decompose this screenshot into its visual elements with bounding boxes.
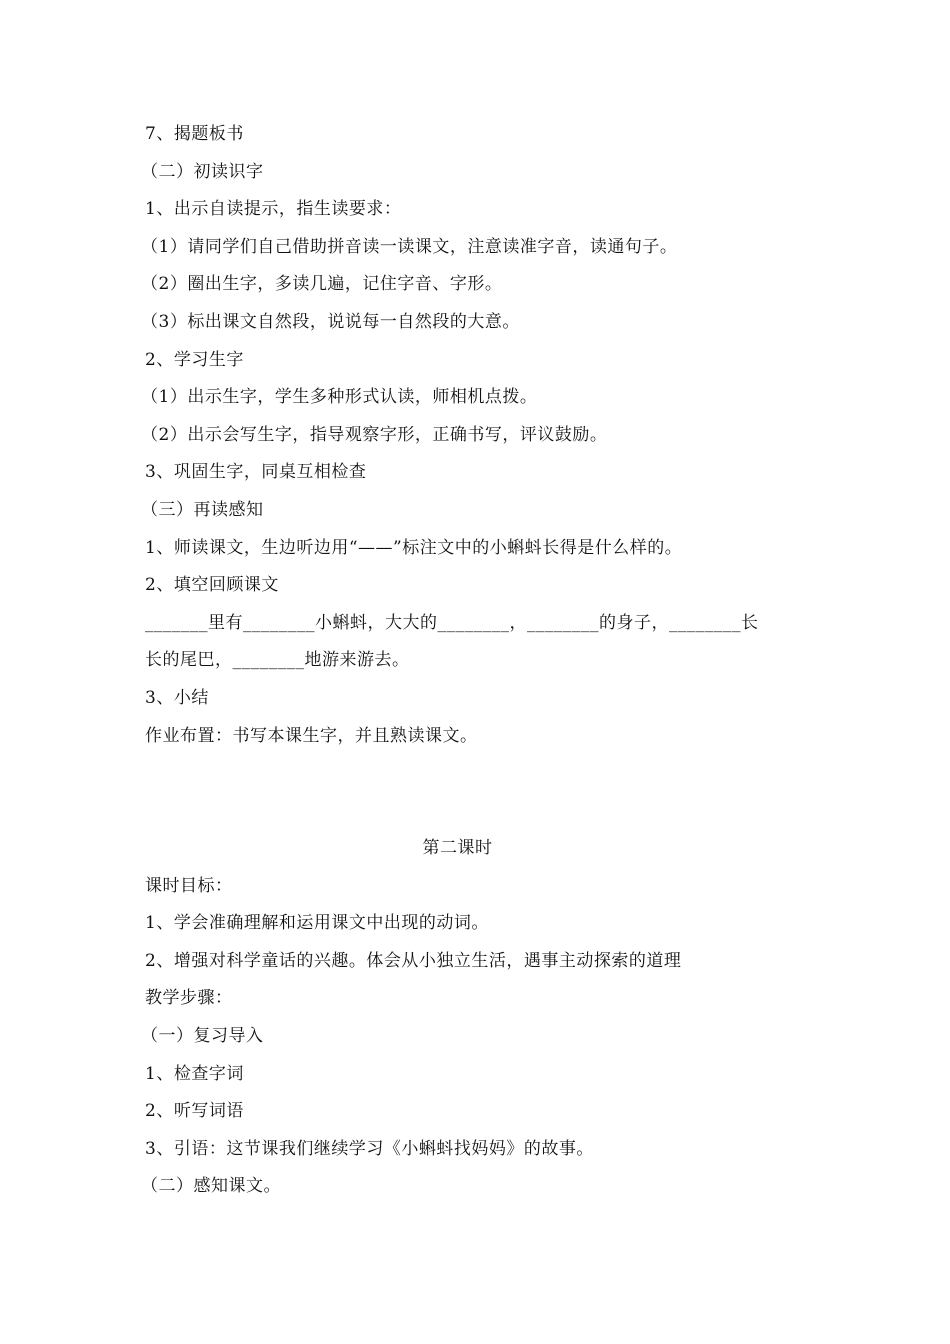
text-line: 1、师读课文，生边听边用“——”标注文中的小蝌蚪长得是什么样的。	[145, 537, 683, 558]
text-line: 3、巩固生字，同桌互相检查	[145, 462, 367, 483]
section-heading: （一）复习导入	[141, 1026, 264, 1047]
fill-blank-line: 长的尾巴，________地游来游去。	[145, 650, 410, 671]
section-heading: （二）感知课文。	[141, 1176, 281, 1197]
section-spacer	[145, 755, 810, 830]
text-line: （3）标出课文自然段，说说每一自然段的大意。	[141, 311, 520, 332]
text-line: 3、小结	[145, 687, 209, 708]
text-line: 7、揭题板书	[145, 124, 244, 144]
document-page	[141, 116, 810, 1206]
text-line: 课时目标：	[145, 875, 233, 896]
text-line: 3、引语：这节课我们继续学习《小蝌蚪找妈妈》的故事。	[145, 1138, 594, 1159]
text-line: 1、学会准确理解和运用课文中出现的动词。	[145, 913, 489, 934]
text-line: 2、学习生字	[145, 349, 244, 370]
text-line: （2）圈出生字，多读几遍，记住字音、字形。	[141, 274, 503, 295]
text-line: 2、增强对科学童话的兴趣。体会从小独立生活，遇事主动探索的道理	[145, 950, 682, 971]
section-heading: （二）初读识字	[141, 161, 264, 182]
section-heading: （三）再读感知	[141, 499, 264, 520]
section-title: 第二课时	[422, 838, 493, 859]
text-line: （2）出示会写生字，指导观察字形，正确书写，评议鼓励。	[141, 424, 608, 445]
text-line: （1）请同学们自己借助拼音读一读课文，注意读准字音，读通句子。	[141, 236, 678, 257]
text-line: （1）出示生字，学生多种形式认读，师相机点拨。	[141, 387, 538, 408]
text-line: 1、检查字词	[145, 1063, 244, 1084]
text-line: 教学步骤：	[145, 988, 233, 1009]
text-line: 作业布置：书写本课生字，并且熟读课文。	[145, 725, 478, 746]
text-line: 2、填空回顾课文	[145, 575, 279, 596]
text-line: 2、听写词语	[145, 1101, 244, 1122]
text-line: 1、出示自读提示，指生读要求：	[145, 199, 402, 220]
fill-blank-line: _______里有________小蝌蚪，大大的________，________的身子，________长	[145, 612, 759, 633]
